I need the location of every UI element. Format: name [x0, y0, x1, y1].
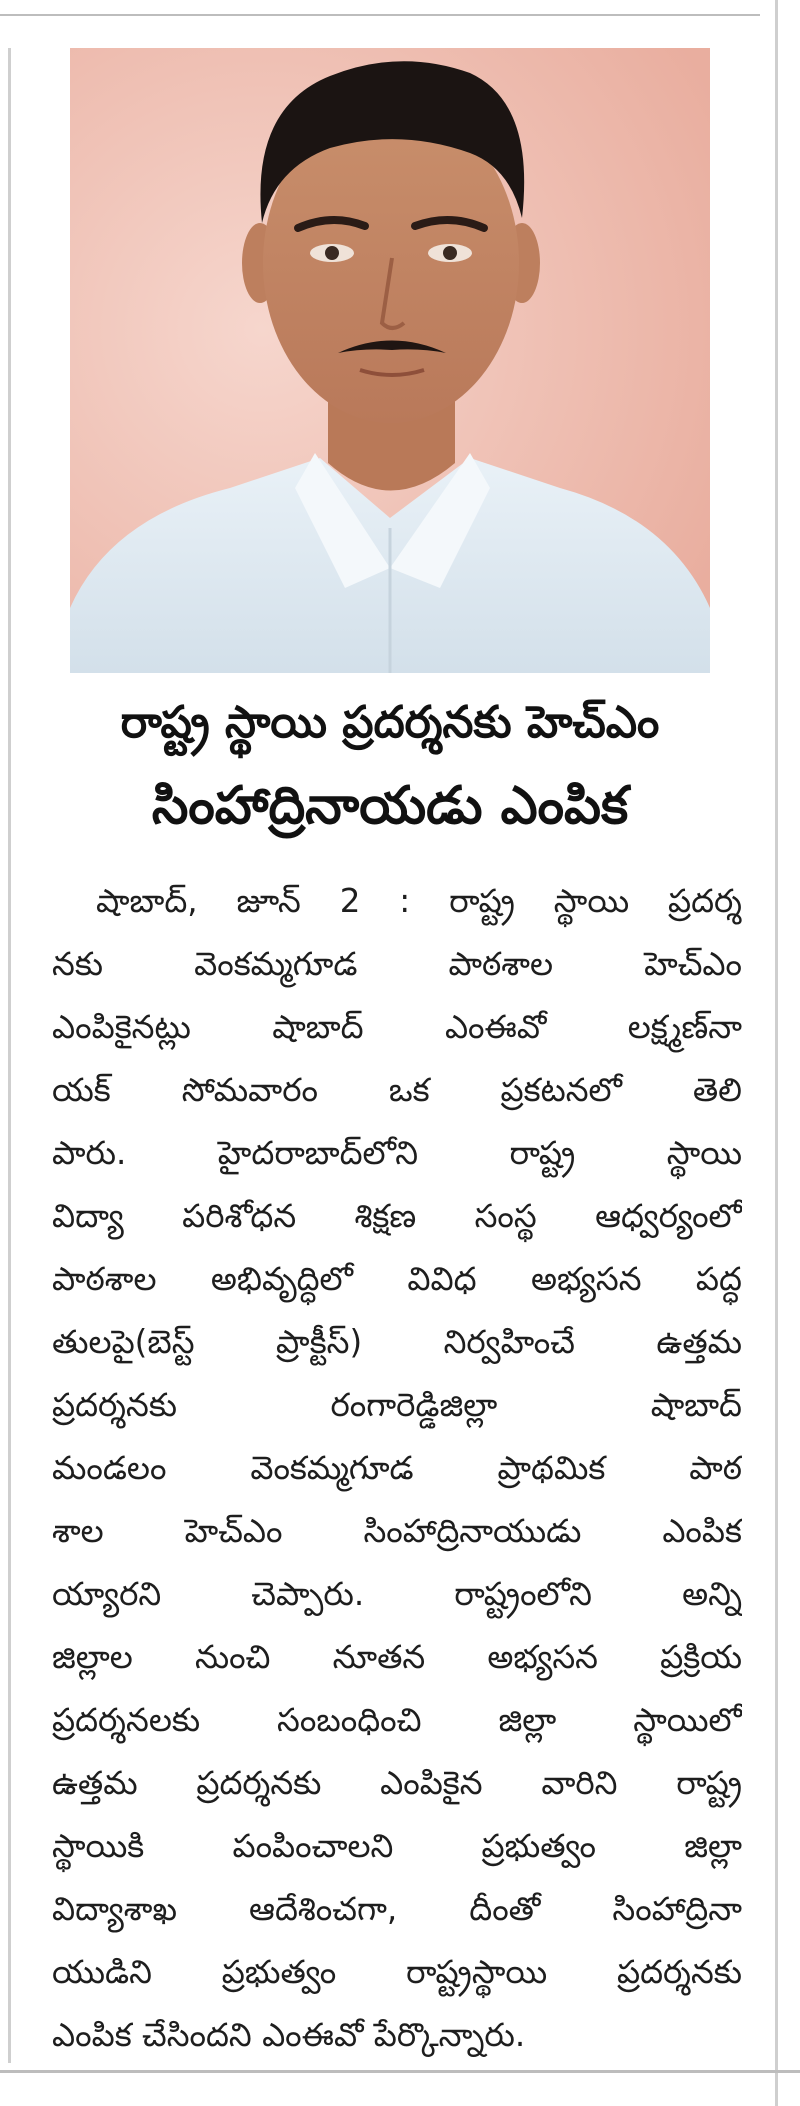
article-line: జిల్లాల నుంచి నూతన అభ్యసన ప్రక్రియ [52, 1638, 742, 1676]
article-line: నకు వెంకమ్మగూడ పాఠశాల హెచ్‌ఎం [52, 945, 742, 983]
headline-line-2: సింహాద్రినాయడు ఎంపిక [151, 776, 629, 836]
article-line: విద్యా పరిశోధన శిక్షణ సంస్థ ఆధ్వర్యంలో [52, 1197, 742, 1235]
article-line: స్థాయికి పంపించాలని ప్రభుత్వం జిల్లా [52, 1827, 742, 1865]
article-line: విద్యాశాఖ ఆదేశించగా, దీంతో సింహాద్రినా [52, 1890, 742, 1928]
article-line: యక్‌ సోమవారం ఒక ప్రకటనలో తెలి [52, 1071, 742, 1109]
headline-line-1: రాష్ట్ర స్థాయి ప్రదర్శనకు హెచ్‌ఎం [120, 697, 660, 748]
left-column-rule [8, 48, 11, 2063]
article-body [52, 870, 742, 2067]
headmaster-portrait-photo [70, 48, 710, 673]
article-line: మండలం వెంకమ్మగూడ ప్రాథమిక పాఠ [52, 1449, 742, 1487]
article-line: ప్రదర్శనలకు సంబంధించి జిల్లా స్థాయిలో [52, 1701, 742, 1739]
article-line: శాల హెచ్‌ఎం సింహాద్రినాయుడు ఎంపిక [52, 1512, 742, 1550]
article-line: ఉత్తమ ప్రదర్శనకు ఎంపికైన వారిని రాష్ట్ర [52, 1764, 742, 1802]
article-line: పారు. హైదరాబాద్‌లోని రాష్ట్ర స్థాయి [52, 1134, 742, 1172]
article-line: యుడిని ప్రభుత్వం రాష్ట్రస్థాయి ప్రదర్శనకు [52, 1953, 742, 1991]
right-column-rule [775, 0, 778, 2106]
top-divider [0, 14, 760, 16]
bottom-divider [0, 2070, 800, 2073]
article-line: తులపై(బెస్ట్‌ ప్రాక్టీస్‌) నిర్వహించే ఉత్తమ [52, 1323, 742, 1361]
article-line: ఎంపికైనట్లు షాబాద్‌ ఎంఈవో లక్ష్మణ్‌నా [52, 1008, 742, 1046]
article-line: య్యారని చెప్పారు. రాష్ట్రంలోని అన్ని [52, 1575, 742, 1613]
article-line: షాబాద్‌, జూన్‌ 2 : రాష్ట్ర స్థాయి ప్రదర్శ [96, 882, 742, 920]
article-line: ప్రదర్శనకు రంగారెడ్డిజిల్లా షాబాద్‌ [52, 1386, 742, 1424]
article-line: ఎంపిక చేసిందని ఎంఈవో పేర్కొన్నారు. [52, 2016, 526, 2054]
article-line: పాఠశాల అభివృద్ధిలో వివిధ అభ్యసన పద్ధ [52, 1260, 742, 1298]
